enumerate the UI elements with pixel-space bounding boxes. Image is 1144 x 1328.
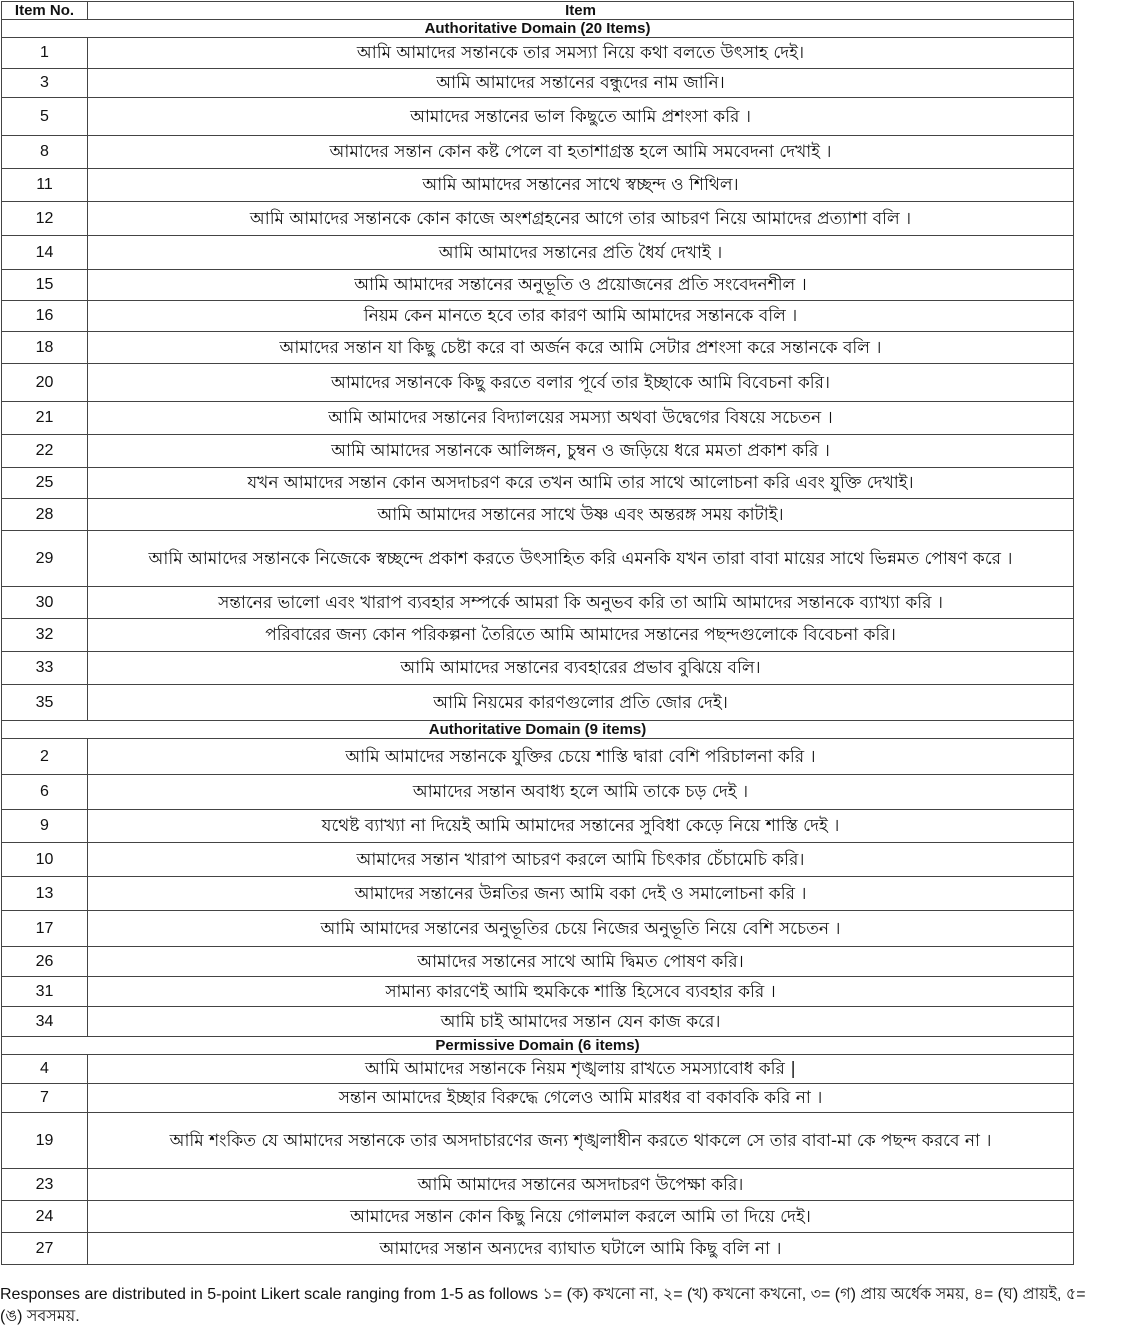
table-row (2, 332, 1074, 364)
table-row (2, 685, 1074, 721)
table-row (2, 136, 1074, 169)
item-text: আমাদের সন্তানের সাথে আমি দ্বিমত পোষণ করি। (88, 947, 1074, 977)
item-text: আমাদের সন্তানের ভাল কিছুতে আমি প্রশংসা করি । (88, 98, 1074, 136)
item-number: 17 (2, 911, 88, 947)
section-header-row (2, 721, 1074, 739)
table-row (2, 402, 1074, 435)
item-text: আমি আমাদের সন্তানকে আলিঙ্গন, চুম্বন ও জড়িয়ে ধরে মমতা প্রকাশ করি । (88, 435, 1074, 468)
item-number: 11 (2, 169, 88, 202)
item-number: 19 (2, 1113, 88, 1169)
item-number: 25 (2, 468, 88, 499)
item-text: আমাদের সন্তান খারাপ আচরণ করলে আমি চিৎকার চেঁচামেচি করি। (88, 843, 1074, 877)
section-header-row (2, 20, 1074, 38)
item-number: 32 (2, 619, 88, 652)
item-text: আমি আমাদের সন্তানকে কোন কাজে অংশগ্রহনের আগে তার আচরণ নিয়ে আমাদের প্রত্যাশা বলি । (88, 202, 1074, 236)
item-number: 31 (2, 977, 88, 1007)
table-row (2, 775, 1074, 810)
item-text: আমি আমাদের সন্তানের প্রতি ধৈর্য দেখাই । (88, 236, 1074, 270)
item-text: যখন আমাদের সন্তান কোন অসদাচরণ করে তখন আমি তার সাথে আলোচনা করি এবং যুক্তি দেখাই। (88, 468, 1074, 499)
item-no-header: Item No. (2, 2, 88, 20)
table-row (2, 911, 1074, 947)
item-number: 8 (2, 136, 88, 169)
item-number: 29 (2, 531, 88, 587)
item-number: 33 (2, 652, 88, 685)
table-row (2, 468, 1074, 499)
item-text: সামান্য কারণেই আমি হুমকিকে শাস্তি হিসেবে ব্যবহার করি । (88, 977, 1074, 1007)
item-text: আমি আমাদের সন্তানকে যুক্তির চেয়ে শাস্তি দ্বারা বেশি পরিচালনা করি । (88, 739, 1074, 775)
item-number: 13 (2, 877, 88, 911)
table-row (2, 810, 1074, 843)
item-number: 24 (2, 1201, 88, 1233)
item-text: আমাদের সন্তানকে কিছু করতে বলার পূর্বে তার ইচ্ছাকে আমি বিবেচনা করি। (88, 364, 1074, 402)
table-row (2, 877, 1074, 911)
table-row (2, 435, 1074, 468)
item-number: 6 (2, 775, 88, 810)
item-number: 34 (2, 1007, 88, 1037)
table-row (2, 1113, 1074, 1169)
table-row (2, 1007, 1074, 1037)
item-number: 27 (2, 1233, 88, 1265)
table-row (2, 38, 1074, 69)
item-text: আমাদের সন্তান কোন কিছু নিয়ে গোলমাল করলে আমি তা দিয়ে দেই। (88, 1201, 1074, 1233)
item-number: 16 (2, 301, 88, 332)
table-row (2, 98, 1074, 136)
table-row (2, 236, 1074, 270)
table-row (2, 1169, 1074, 1201)
item-number: 30 (2, 587, 88, 619)
item-number: 3 (2, 69, 88, 98)
table-row (2, 531, 1074, 587)
table-row (2, 1233, 1074, 1265)
table-row (2, 1084, 1074, 1113)
item-text: আমাদের সন্তান অন্যদের ব্যাঘাত ঘটালে আমি কিছু বলি না । (88, 1233, 1074, 1265)
item-text: আমাদের সন্তান কোন কষ্ট পেলে বা হতাশাগ্রস্ত হলে আমি সমবেদনা দেখাই । (88, 136, 1074, 169)
item-number: 5 (2, 98, 88, 136)
item-text: সন্তান আমাদের ইচ্ছার বিরুদ্ধে গেলেও আমি মারধর বা বকাবকি করি না । (88, 1084, 1074, 1113)
item-text: আমাদের সন্তান যা কিছু চেষ্টা করে বা অর্জন করে আমি সেটার প্রশংসা করে সন্তানকে বলি । (88, 332, 1074, 364)
table-row (2, 169, 1074, 202)
item-text: আমি শংকিত যে আমাদের সন্তানকে তার অসদাচারণের জন্য শৃঙ্খলাধীন করতে থাকলে সে তার বাবা-মা কে পছন্দ করবে না । (88, 1113, 1074, 1169)
likert-items-table (1, 1, 1074, 1265)
item-number: 22 (2, 435, 88, 468)
item-number: 2 (2, 739, 88, 775)
item-text: যথেষ্ট ব্যাখ্যা না দিয়েই আমি আমাদের সন্তানের সুবিধা কেড়ে নিয়ে শাস্তি দেই । (88, 810, 1074, 843)
item-text: আমাদের সন্তান অবাধ্য হলে আমি তাকে চড় দেই । (88, 775, 1074, 810)
item-number: 18 (2, 332, 88, 364)
item-number: 4 (2, 1055, 88, 1084)
item-number: 23 (2, 1169, 88, 1201)
table-row (2, 270, 1074, 301)
table-body (2, 20, 1074, 1265)
item-number: 1 (2, 38, 88, 69)
table-header-row (2, 2, 1074, 20)
table-row (2, 69, 1074, 98)
item-number: 14 (2, 236, 88, 270)
table-row (2, 977, 1074, 1007)
item-text: আমি চাই আমাদের সন্তান যেন কাজ করে। (88, 1007, 1074, 1037)
item-text: আমি আমাদের সন্তানের অনুভূতি ও প্রয়োজনের প্রতি সংবেদনশীল । (88, 270, 1074, 301)
item-number: 15 (2, 270, 88, 301)
table-row (2, 1055, 1074, 1084)
table-row (2, 1201, 1074, 1233)
item-text: আমি আমাদের সন্তানকে নিয়ম শৃঙ্খলায় রাখতে সমস্যাবোধ করি | (88, 1055, 1074, 1084)
table-row (2, 499, 1074, 531)
item-text: আমি আমাদের সন্তানের ব্যবহারের প্রভাব বুঝিয়ে বলি। (88, 652, 1074, 685)
section-title: Permissive Domain (6 items) (2, 1037, 1074, 1055)
item-text: আমি আমাদের সন্তানের অসদাচরণ উপেক্ষা করি। (88, 1169, 1074, 1201)
item-text: আমি আমাদের সন্তানের অনুভূতির চেয়ে নিজের অনুভূতি নিয়ে বেশি সচেতন । (88, 911, 1074, 947)
item-number: 12 (2, 202, 88, 236)
section-title: Authoritative Domain (20 Items) (2, 20, 1074, 38)
table-row (2, 202, 1074, 236)
item-number: 20 (2, 364, 88, 402)
item-text: আমি নিয়মের কারণগুলোর প্রতি জোর দেই। (88, 685, 1074, 721)
item-number: 35 (2, 685, 88, 721)
table-row (2, 364, 1074, 402)
table-row (2, 301, 1074, 332)
item-text: আমি আমাদের সন্তানের সাথে স্বচ্ছন্দ ও শিথিল। (88, 169, 1074, 202)
item-header: Item (88, 2, 1074, 20)
item-text: আমি আমাদের সন্তানের সাথে উষ্ণ এবং অন্তরঙ্গ সময় কাটাই। (88, 499, 1074, 531)
section-title: Authoritative Domain (9 items) (2, 721, 1074, 739)
item-number: 21 (2, 402, 88, 435)
item-number: 28 (2, 499, 88, 531)
table-row (2, 843, 1074, 877)
item-text: নিয়ম কেন মানতে হবে তার কারণ আমি আমাদের সন্তানকে বলি । (88, 301, 1074, 332)
table-row (2, 652, 1074, 685)
item-text: আমি আমাদের সন্তানের বিদ্যালয়ের সমস্যা অথবা উদ্বেগের বিষয়ে সচেতন । (88, 402, 1074, 435)
likert-scale-footnote: Responses are distributed in 5-point Likert scale ranging from 1-5 as follows ১= (ক) কখনো না, ২= (খ) কখনো কখনো, ৩= (গ) প্রায় অর্ধেক সময়, ৪= (ঘ) প্রায়ই, ৫= (ঙ) সবসময়. (0, 1286, 1086, 1325)
item-number: 7 (2, 1084, 88, 1113)
item-text: সন্তানের ভালো এবং খারাপ ব্যবহার সম্পর্কে আমরা কি অনুভব করি তা আমি আমাদের সন্তানকে ব্যাখ্যা করি । (88, 587, 1074, 619)
table-row (2, 947, 1074, 977)
item-number: 10 (2, 843, 88, 877)
item-number: 9 (2, 810, 88, 843)
section-header-row (2, 1037, 1074, 1055)
table-row (2, 619, 1074, 652)
item-text: আমি আমাদের সন্তানকে তার সমস্যা নিয়ে কথা বলতে উৎসাহ দেই। (88, 38, 1074, 69)
table-row (2, 739, 1074, 775)
item-text: আমাদের সন্তানের উন্নতির জন্য আমি বকা দেই ও সমালোচনা করি । (88, 877, 1074, 911)
item-text: আমি আমাদের সন্তানকে নিজেকে স্বচ্ছন্দে প্রকাশ করতে উৎসাহিত করি এমনকি যখন তারা বাবা মায়ের সাথে ভিন্নমত পোষণ করে । (88, 531, 1074, 587)
table-row (2, 587, 1074, 619)
item-text: পরিবারের জন্য কোন পরিকল্পনা তৈরিতে আমি আমাদের সন্তানের পছন্দগুলোকে বিবেচনা করি। (88, 619, 1074, 652)
item-text: আমি আমাদের সন্তানের বন্ধুদের নাম জানি। (88, 69, 1074, 98)
item-number: 26 (2, 947, 88, 977)
